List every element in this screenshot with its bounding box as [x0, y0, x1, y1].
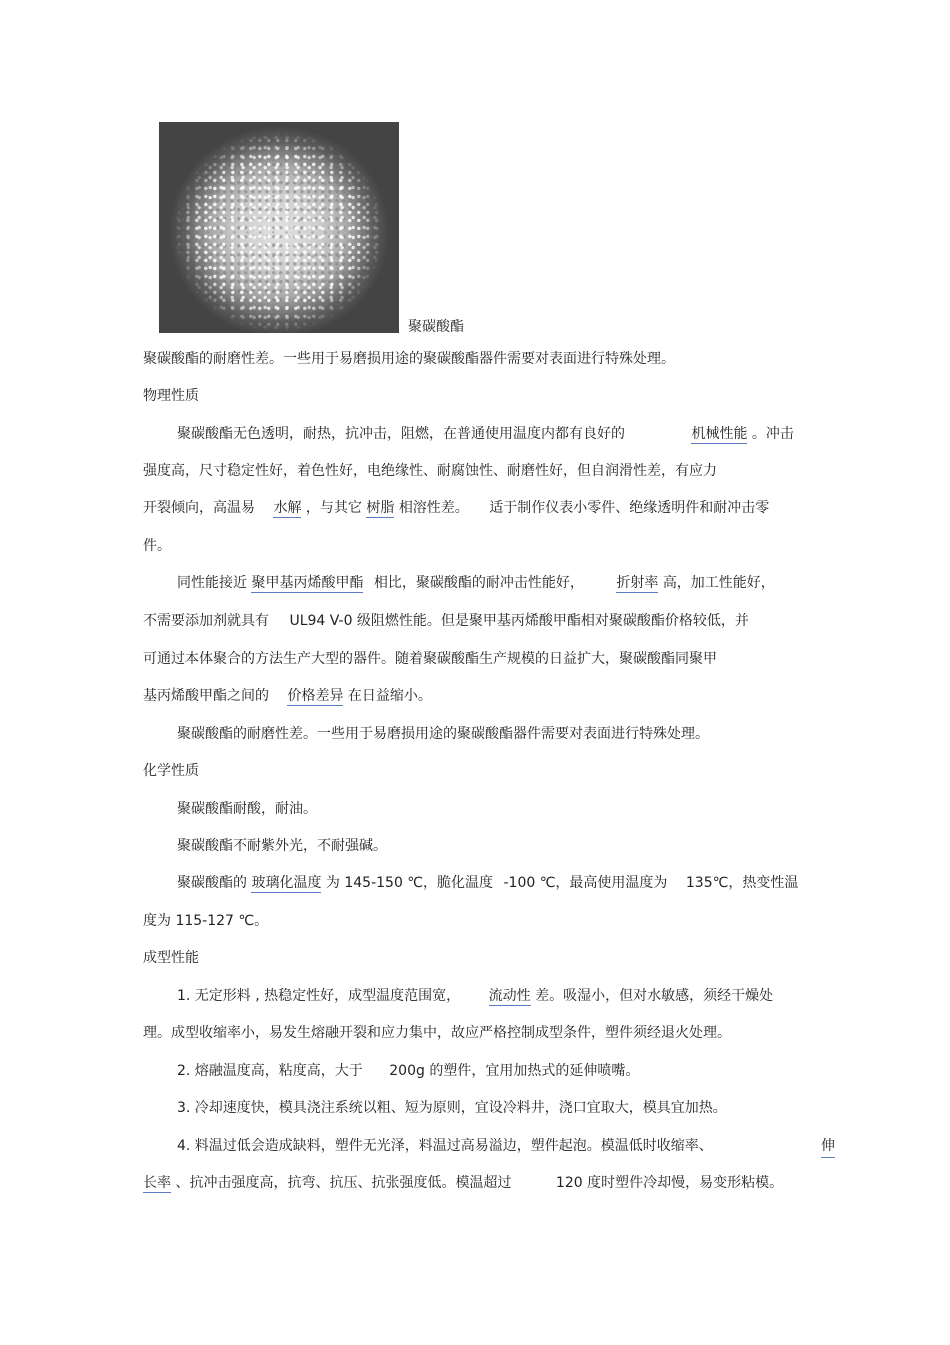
molding-item4-line2 [143, 1173, 783, 1193]
intro-text: 聚碳酸酯的耐磨性差。一些用于易磨损用途的聚碳酸酯器件需要对表面进行特殊处理。 [143, 351, 675, 367]
link-pmma[interactable]: 聚甲基丙烯酸甲酯 [251, 575, 364, 591]
link-price-difference[interactable]: 价格差异 [287, 688, 344, 704]
physical-p2-line1 [177, 573, 775, 593]
text: -100 ℃，最高使用温度为 [503, 875, 668, 891]
text: 、抗冲击强度高，抗弯、抗压、抗张强度低。模温超过 [175, 1175, 512, 1191]
text: ，与其它 [305, 500, 362, 516]
physical-p2-line2 [143, 611, 749, 631]
physical-p2-line3: 可通过本体聚合的方法生产大型的器件。随着聚碳酸酯生产规模的日益扩大，聚碳酸酯同聚甲 [143, 651, 717, 667]
link-refractive-index[interactable]: 折射率 [616, 575, 659, 591]
text: 1. 无定形料 , 热稳定性好，成型温度范围宽， [177, 988, 461, 1004]
text: UL94 V-0 级阻燃性能。但是聚甲基丙烯酸甲酯相对聚碳酸酯价格较低，并 [289, 613, 749, 629]
text: 开裂倾向，高温易 [143, 500, 255, 516]
text: 高，加工性能好， [662, 575, 775, 591]
section-heading-chemical: 化学性质 [143, 763, 199, 779]
link-mechanical-properties[interactable]: 机械性能 [691, 426, 748, 442]
physical-p1-line3 [143, 498, 769, 518]
molding-item4-line1 [177, 1136, 713, 1156]
text: 2. 熔融温度高，粘度高，大于 [177, 1063, 363, 1079]
physical-p1-line2: 强度高，尺寸稳定性好，着色性好，电绝缘性、耐腐蚀性、耐磨性好，但自润滑性差，有应力 [143, 463, 717, 479]
text: 适于制作仪表小零件、绝缘透明件和耐冲击零 [489, 500, 770, 516]
text: 基丙烯酸甲酯之间的 [143, 688, 269, 704]
text: 同性能接近 [177, 575, 247, 591]
link-glass-transition-temperature[interactable]: 玻璃化温度 [251, 875, 322, 891]
text: 120 度时塑件冷却慢，易变形粘模。 [555, 1175, 784, 1191]
text: 相溶性差。 [398, 500, 469, 516]
link-hydrolysis[interactable]: 水解 [273, 500, 302, 516]
text: 135℃，热变性温 [685, 875, 799, 891]
link-resin[interactable]: 树脂 [366, 500, 395, 516]
molding-item1-line1 [177, 986, 773, 1006]
molding-item3: 3. 冷却速度快，模具浇注系统以粗、短为原则，宜设冷料井，浇口宜取大，模具宜加热。 [177, 1100, 727, 1116]
text: 不需要添加剂就具有 [143, 613, 269, 629]
link-fluidity[interactable]: 流动性 [488, 988, 531, 1004]
pellets-texture [159, 122, 399, 333]
text: 相比，聚碳酸酯的耐冲击性能好， [373, 575, 584, 591]
figure-caption: 聚碳酸酯 [408, 319, 464, 335]
text: 聚碳酸酯的 [177, 875, 247, 891]
section-heading-physical: 物理性质 [143, 388, 199, 404]
text: 差。吸湿小，但对水敏感，须经干燥处 [535, 988, 774, 1004]
text: 聚碳酸酯无色透明，耐热，抗冲击，阻燃，在普通使用温度内都有良好的 [177, 426, 625, 442]
text: 在日益缩小。 [347, 688, 432, 704]
polycarbonate-pellets-photo [159, 122, 399, 333]
chemical-p3-line1 [177, 873, 798, 893]
link-elongation-part2[interactable]: 长率 [143, 1175, 171, 1191]
link-elongation-part1[interactable]: 伸 [821, 1136, 835, 1158]
physical-p1-line4: 件。 [143, 538, 171, 554]
text: 200g 的塑件，宜用加热式的延伸喷嘴。 [389, 1063, 640, 1079]
molding-item2 [177, 1061, 639, 1081]
molding-item1-line2: 理。成型收缩率小，易发生熔融开裂和应力集中，故应严格控制成型条件，塑件须经退火处理。 [143, 1025, 731, 1041]
physical-p2-line4 [143, 686, 432, 706]
physical-p1-line1 [177, 424, 794, 444]
section-heading-molding: 成型性能 [143, 950, 199, 966]
chemical-p1: 聚碳酸酯耐酸，耐油。 [177, 801, 317, 817]
chemical-p3-line2: 度为 115-127 ℃。 [143, 913, 269, 929]
chemical-p2: 聚碳酸酯不耐紫外光，不耐强碱。 [177, 838, 387, 854]
physical-p3: 聚碳酸酯的耐磨性差。一些用于易磨损用途的聚碳酸酯器件需要对表面进行特殊处理。 [177, 726, 709, 742]
text: 为 145-150 ℃，脆化温度 [325, 875, 494, 891]
text: 4. 料温过低会造成缺料，塑件无光泽，料温过高易溢边，塑件起泡。模温低时收缩率、 [177, 1138, 713, 1154]
text: 。冲击 [751, 426, 794, 442]
